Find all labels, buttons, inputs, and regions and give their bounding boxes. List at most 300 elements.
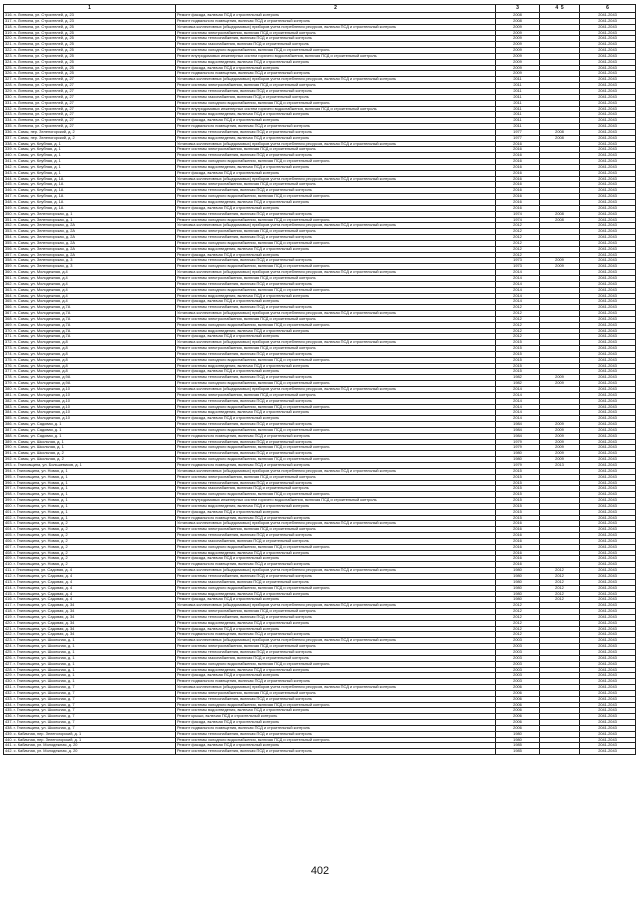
page-number: 402: [310, 865, 330, 877]
year-built-cell: 2012: [496, 322, 540, 328]
work-type-cell: Ремонт системы газоснабжения, включая ПСД и строительный контроль: [176, 486, 496, 492]
work-type-cell: Ремонт подвального помещения, включая ПСД и строительный контроль: [176, 433, 496, 439]
address-cell: 406. г. Гниловщина, ул. Новая, д. 2: [4, 538, 176, 544]
header-cell-6: 6: [580, 5, 636, 13]
period-cell: 2041-2043: [580, 205, 636, 211]
period-cell: 2041-2043: [580, 550, 636, 556]
address-cell: 380. п. Самы, ул. Молодежная, д.10: [4, 387, 176, 393]
period-cell: 2041-2043: [580, 346, 636, 352]
address-cell: 420. г. Гниловщина, ул. Садовая, д. 34: [4, 620, 176, 626]
year-built-cell: 2012: [496, 626, 540, 632]
address-cell: 335. п. Литвина, ул. Строителей, д. 27: [4, 124, 176, 130]
year-built-cell: 2011: [496, 124, 540, 130]
period-cell: 2041-2043: [580, 498, 636, 504]
period-cell: 2041-2043: [580, 387, 636, 393]
work-type-cell: Ремонт системы водоотведения, включая ПСД и строительный контроль: [176, 363, 496, 369]
period-cell: 2041-2043: [580, 13, 636, 19]
year-built-cell: 1980: [496, 579, 540, 585]
work-type-cell: Ремонт системы электроснабжения, включая ПСД и строительный контроль: [176, 275, 496, 281]
address-cell: 324. п. Литвина, ул. Строителей, д. 25: [4, 59, 176, 65]
work-type-cell: Ремонт системы холодного водоснабжения, включая ПСД и строительный контроль: [176, 48, 496, 54]
period-cell: 2041-2043: [580, 492, 636, 498]
period-cell: 2041-2043: [580, 451, 636, 457]
address-cell: 417. г. Гниловщина, ул. Садовая, д. 34: [4, 603, 176, 609]
year-repair-cell: 2009: [540, 264, 580, 270]
period-cell: 2041-2043: [580, 293, 636, 299]
address-cell: 369. п. Самы, ул. Молодежная, д.7А: [4, 322, 176, 328]
table-body: [4, 5, 636, 755]
period-cell: 2041-2043: [580, 217, 636, 223]
address-cell: 349. п. Самы, ул. Клубная, д. 1А: [4, 205, 176, 211]
work-type-cell: Ремонт системы теплоснабжения, включая ПСД и строительный контроль: [176, 258, 496, 264]
address-cell: 341. п. Самы, ул. Клубная, д. 1: [4, 159, 176, 165]
year-built-cell: 2016: [496, 147, 540, 153]
work-type-cell: Ремонт системы холодного водоснабжения, включая ПСД и строительный контроль: [176, 404, 496, 410]
period-cell: 2041-2043: [580, 480, 636, 486]
address-cell: 322. п. Литвина, ул. Строителей, д. 25: [4, 48, 176, 54]
period-cell: 2041-2043: [580, 603, 636, 609]
address-cell: 400. г. Гниловщина, ул. Новая, д. 1: [4, 503, 176, 509]
address-cell: 382. п. Самы, ул. Молодежная, д.10: [4, 398, 176, 404]
address-cell: 414. г. Гниловщина, ул. Садовая, д. 4: [4, 585, 176, 591]
address-cell: 437. г. Гниловщина, ул. Школьная, д. 7: [4, 720, 176, 726]
year-built-cell: 2014: [496, 410, 540, 416]
address-cell: 355. п. Самы, ул. Зеленогорская, д. 2А: [4, 240, 176, 246]
work-type-cell: Ремонт системы теплоснабжения, включая ПСД и строительный контроль: [176, 211, 496, 217]
year-built-cell: 2003: [496, 673, 540, 679]
year-built-cell: 2014: [496, 281, 540, 287]
period-cell: 2041-2043: [580, 433, 636, 439]
period-cell: 2041-2043: [580, 59, 636, 65]
work-type-cell: Ремонт системы водоотведения, включая ПСД и строительный контроль: [176, 550, 496, 556]
year-built-cell: 1980: [496, 574, 540, 580]
work-type-cell: Ремонт системы холодного водоснабжения, включая ПСД и строительный контроль: [176, 427, 496, 433]
address-cell: 319. п. Литвина, ул. Строителей, д. 25: [4, 30, 176, 36]
year-built-cell: 2015: [496, 357, 540, 363]
year-repair-cell: 2012: [540, 574, 580, 580]
year-built-cell: 2011: [496, 100, 540, 106]
period-cell: 2041-2043: [580, 661, 636, 667]
period-cell: 2041-2043: [580, 118, 636, 124]
year-built-cell: 2016: [496, 550, 540, 556]
work-type-cell: Ремонт внутридомовых инженерных систем горячего водоснабжения, включая ПСД и строительный контроль: [176, 53, 496, 59]
work-type-cell: Установка коллективных (общедомовых) приборов учета потребления ресурсов, включая ПСД и строительный контроль: [176, 603, 496, 609]
year-repair-cell: 2009: [540, 433, 580, 439]
work-type-cell: Ремонт системы водоотведения, включая ПСД и строительный контроль: [176, 328, 496, 334]
year-built-cell: 2012: [496, 246, 540, 252]
work-type-cell: Ремонт системы холодного водоснабжения, включая ПСД и строительный контроль: [176, 445, 496, 451]
work-type-cell: Ремонт фасада, включая ПСД и строительный контроль: [176, 118, 496, 124]
year-built-cell: 2015: [496, 515, 540, 521]
work-type-cell: Ремонт системы газоснабжения, включая ПСД и строительный контроль: [176, 655, 496, 661]
work-type-cell: Ремонт подвального помещения, включая ПСД и строительный контроль: [176, 632, 496, 638]
address-cell: 398. г. Гниловщина, ул. Новая, д. 1: [4, 492, 176, 498]
address-cell: 408. г. Гниловщина, ул. Новая, д. 2: [4, 550, 176, 556]
address-cell: 316. п. Литвина, ул. Строителей, д. 23: [4, 13, 176, 19]
period-cell: 2041-2043: [580, 334, 636, 340]
year-built-cell: 2012: [496, 614, 540, 620]
work-type-cell: Ремонт подвального помещения, включая ПСД и строительный контроль: [176, 562, 496, 568]
address-cell: 364. п. Самы, ул. Молодежная, д.4: [4, 293, 176, 299]
work-type-cell: Ремонт подвального помещения, включая ПСД и строительный контроль: [176, 124, 496, 130]
year-built-cell: 2015: [496, 486, 540, 492]
period-cell: 2041-2043: [580, 270, 636, 276]
year-repair-cell: 2012: [540, 597, 580, 603]
period-cell: 2041-2043: [580, 170, 636, 176]
work-type-cell: Ремонт фасада, включая ПСД и строительный контроль: [176, 170, 496, 176]
address-cell: 430. г. Гниловщина, ул. Школьная, д. 1: [4, 679, 176, 685]
address-cell: 337. п. Самы, пер. Зеленогорский, д. 2: [4, 135, 176, 141]
address-cell: 421. г. Гниловщина, ул. Садовая, д. 34: [4, 626, 176, 632]
period-cell: 2041-2043: [580, 30, 636, 36]
period-cell: 2041-2043: [580, 182, 636, 188]
year-built-cell: 2012: [496, 328, 540, 334]
address-cell: 405. г. Гниловщина, ул. Новая, д. 2: [4, 533, 176, 539]
period-cell: 2041-2043: [580, 533, 636, 539]
work-type-cell: Ремонт системы теплоснабжения, включая ПСД и строительный контроль: [176, 153, 496, 159]
period-cell: 2041-2043: [580, 410, 636, 416]
address-cell: 352. п. Самы, ул. Зеленогорская, д. 2А: [4, 223, 176, 229]
work-type-cell: Ремонт фасада, включая ПСД и строительный контроль: [176, 509, 496, 515]
work-type-cell: Ремонт системы электроснабжения, включая ПСД и строительный контроль: [176, 229, 496, 235]
work-type-cell: Ремонт системы электроснабжения, включая ПСД и строительный контроль: [176, 474, 496, 480]
year-built-cell: 1974: [496, 217, 540, 223]
address-cell: 343. п. Самы, ул. Клубная, д. 1: [4, 170, 176, 176]
period-cell: 2041-2043: [580, 24, 636, 30]
period-cell: 2041-2043: [580, 129, 636, 135]
year-built-cell: 2014: [496, 416, 540, 422]
period-cell: 2041-2043: [580, 743, 636, 749]
period-cell: 2041-2043: [580, 328, 636, 334]
year-built-cell: 2014: [496, 270, 540, 276]
address-cell: 422. г. Гниловщина, ул. Садовая, д. 34: [4, 632, 176, 638]
year-built-cell: 2003: [496, 679, 540, 685]
work-type-cell: Ремонт фасада, включая ПСД и строительный контроль: [176, 416, 496, 422]
period-cell: 2041-2043: [580, 71, 636, 77]
period-cell: 2041-2043: [580, 159, 636, 165]
address-cell: 372. п. Самы, ул. Молодежная, д.8: [4, 340, 176, 346]
work-type-cell: Ремонт внутридомовых инженерных систем горячего водоснабжения, включая ПСД и строительный контроль: [176, 498, 496, 504]
year-built-cell: 2015: [496, 351, 540, 357]
year-built-cell: 2006: [496, 702, 540, 708]
work-type-cell: Ремонт системы холодного водоснабжения, включая ПСД и строительный контроль: [176, 544, 496, 550]
work-type-cell: Ремонт системы холодного водоснабжения, включая ПСД и строительный контроль: [176, 100, 496, 106]
period-cell: 2041-2043: [580, 609, 636, 615]
year-repair-cell: 2009: [540, 445, 580, 451]
work-type-cell: Ремонт системы холодного водоснабжения, включая ПСД и строительный контроль: [176, 702, 496, 708]
year-built-cell: 2009: [496, 59, 540, 65]
address-cell: 370. п. Самы, ул. Молодежная, д.7А: [4, 328, 176, 334]
header-cell-3-label: 3: [516, 5, 519, 11]
address-cell: 433. г. Гниловщина, ул. Школьная, д. 7: [4, 696, 176, 702]
year-built-cell: 2011: [496, 106, 540, 112]
period-cell: 2041-2043: [580, 211, 636, 217]
year-built-cell: 2012: [496, 311, 540, 317]
address-cell: 331. п. Литвина, ул. Строителей, д. 27: [4, 100, 176, 106]
year-built-cell: 2014: [496, 287, 540, 293]
address-cell: 393. с. Гниловщина, ул. Большевиков, д. 1: [4, 462, 176, 468]
address-cell: 415. г. Гниловщина, ул. Садовая, д. 4: [4, 591, 176, 597]
period-cell: 2041-2043: [580, 264, 636, 270]
year-built-cell: 2003: [496, 655, 540, 661]
period-cell: 2041-2043: [580, 597, 636, 603]
period-cell: 2041-2043: [580, 562, 636, 568]
period-cell: 2041-2043: [580, 363, 636, 369]
address-cell: 431. г. Гниловщина, ул. Школьная, д. 7: [4, 685, 176, 691]
period-cell: 2041-2043: [580, 614, 636, 620]
address-cell: 348. п. Самы, ул. Клубная, д. 1А: [4, 200, 176, 206]
address-cell: 410. г. Гниловщина, ул. Новая, д. 2: [4, 562, 176, 568]
work-type-cell: Ремонт фасада, включая ПСД и строительный контроль: [176, 252, 496, 258]
year-built-cell: 2011: [496, 83, 540, 89]
address-cell: 359. п. Самы, ул. Зеленогорская, д. 3: [4, 264, 176, 270]
year-built-cell: 2012: [496, 305, 540, 311]
year-built-cell: 2015: [496, 468, 540, 474]
address-cell: 396. г. Гниловщина, ул. Новая, д. 1: [4, 480, 176, 486]
work-type-cell: Ремонт фасада, включая ПСД и строительный контроль: [176, 597, 496, 603]
year-built-cell: 2006: [496, 696, 540, 702]
work-type-cell: Ремонт фасада, включая ПСД и строительный контроль: [176, 65, 496, 71]
work-type-cell: Ремонт системы теплоснабжения, включая ПСД и строительный контроль: [176, 235, 496, 241]
header-cell-3: [496, 5, 540, 13]
work-type-cell: Ремонт системы водоотведения, включая ПСД и строительный контроль: [176, 503, 496, 509]
work-type-cell: Ремонт системы электроснабжения, включая ПСД и строительный контроль: [176, 644, 496, 650]
work-type-cell: Установка коллективных (общедомовых) приборов учета потребления ресурсов, включая ПСД и строительный контроль: [176, 311, 496, 317]
work-type-cell: Ремонт системы теплоснабжения, включая ПСД и строительный контроль: [176, 305, 496, 311]
year-repair-cell: 2009: [540, 258, 580, 264]
work-type-cell: Ремонт системы теплоснабжения, включая ПСД и строительный контроль: [176, 188, 496, 194]
period-cell: 2041-2043: [580, 462, 636, 468]
period-cell: 2041-2043: [580, 135, 636, 141]
year-built-cell: 2016: [496, 538, 540, 544]
work-type-cell: Ремонт системы теплоснабжения, включая ПСД и строительный контроль: [176, 749, 496, 755]
work-type-cell: Ремонт системы холодного водоснабжения, включая ПСД и строительный контроль: [176, 357, 496, 363]
period-cell: 2041-2043: [580, 404, 636, 410]
work-type-cell: Ремонт фасада, включая ПСД и строительный контроль: [176, 13, 496, 19]
year-built-cell: 1973: [496, 258, 540, 264]
address-cell: 404. г. Гниловщина, ул. Новая, д. 2: [4, 527, 176, 533]
year-built-cell: 2015: [496, 363, 540, 369]
year-built-cell: 2009: [496, 30, 540, 36]
work-type-cell: Ремонт системы водоотведения, включая ПСД и строительный контроль: [176, 135, 496, 141]
period-cell: 2041-2043: [580, 725, 636, 731]
period-cell: 2041-2043: [580, 544, 636, 550]
work-type-cell: Установка коллективных (общедомовых) приборов учета потребления ресурсов, включая ПСД и строительный контроль: [176, 141, 496, 147]
address-cell: 321. п. Литвина, ул. Строителей, д. 25: [4, 42, 176, 48]
work-type-cell: Ремонт системы холодного водоснабжения, включая ПСД и строительный контроль: [176, 457, 496, 463]
period-cell: 2041-2043: [580, 468, 636, 474]
work-type-cell: Ремонт подвального помещения, включая ПСД и строительный контроль: [176, 462, 496, 468]
period-cell: 2041-2043: [580, 351, 636, 357]
period-cell: 2041-2043: [580, 322, 636, 328]
period-cell: 2041-2043: [580, 696, 636, 702]
capital-repair-table: [3, 4, 636, 755]
address-cell: 330. п. Литвина, ул. Строителей, д. 27: [4, 94, 176, 100]
period-cell: 2041-2043: [580, 509, 636, 515]
address-cell: 384. п. Самы, ул. Молодежная, д.10: [4, 410, 176, 416]
work-type-cell: Ремонт фасада, включая ПСД и строительный контроль: [176, 369, 496, 375]
year-repair-cell: 2008: [540, 211, 580, 217]
header-row: [4, 5, 636, 13]
address-cell: 391. п. Самы, ул. Школьная, д. 2: [4, 451, 176, 457]
period-cell: 2041-2043: [580, 416, 636, 422]
address-cell: 350. п. Самы, ул. Зеленогорская, д. 1: [4, 211, 176, 217]
period-cell: 2041-2043: [580, 88, 636, 94]
period-cell: 2041-2043: [580, 235, 636, 241]
year-built-cell: 1985: [496, 743, 540, 749]
year-built-cell: 2003: [496, 661, 540, 667]
work-type-cell: Ремонт системы холодного водоснабжения, включая ПСД и строительный контроль: [176, 492, 496, 498]
year-built-cell: 2015: [496, 474, 540, 480]
year-built-cell: 2016: [496, 176, 540, 182]
address-cell: 428. г. Гниловщина, ул. Школьная, д. 1: [4, 667, 176, 673]
year-built-cell: 1974: [496, 211, 540, 217]
year-built-cell: 2012: [496, 252, 540, 258]
year-built-cell: 2016: [496, 521, 540, 527]
work-type-cell: Ремонт системы газоснабжения, включая ПСД и строительный контроль: [176, 579, 496, 585]
address-cell: 438. г. Гниловщина, ул. Школьная, д. 7: [4, 725, 176, 731]
year-repair-cell: 2009: [540, 381, 580, 387]
work-type-cell: Ремонт фасада, включая ПСД и строительный контроль: [176, 720, 496, 726]
year-built-cell: 2014: [496, 387, 540, 393]
work-type-cell: Ремонт системы электроснабжения, включая ПСД и строительный контроль: [176, 30, 496, 36]
work-type-cell: Ремонт системы водоотведения, включая ПСД и строительный контроль: [176, 708, 496, 714]
period-cell: 2041-2043: [580, 644, 636, 650]
year-built-cell: 2009: [496, 53, 540, 59]
year-built-cell: 2012: [496, 240, 540, 246]
year-repair-cell: 2008: [540, 129, 580, 135]
year-built-cell: 2016: [496, 205, 540, 211]
work-type-cell: Ремонт системы водоотведения, включая ПСД и строительный контроль: [176, 410, 496, 416]
work-type-cell: Ремонт системы теплоснабжения, включая ПСД и строительный контроль: [176, 731, 496, 737]
period-cell: 2041-2043: [580, 568, 636, 574]
address-cell: 385. п. Самы, ул. Молодежная, д.10: [4, 416, 176, 422]
address-cell: 388. п. Самы, ул. Садовая, д. 1: [4, 433, 176, 439]
address-cell: 326. п. Литвина, ул. Строителей, д. 25: [4, 71, 176, 77]
year-built-cell: 1980: [496, 585, 540, 591]
work-type-cell: Ремонт системы теплоснабжения, включая ПСД и строительный контроль: [176, 649, 496, 655]
year-built-cell: 1980: [496, 591, 540, 597]
work-type-cell: Ремонт подвального помещения, включая ПСД и строительный контроль: [176, 679, 496, 685]
year-built-cell: 2006: [496, 720, 540, 726]
year-built-cell: 1973: [496, 264, 540, 270]
period-cell: 2041-2043: [580, 486, 636, 492]
year-built-cell: 2003: [496, 667, 540, 673]
period-cell: 2041-2043: [580, 48, 636, 54]
year-built-cell: 1977: [496, 129, 540, 135]
year-built-cell: 2015: [496, 498, 540, 504]
work-type-cell: Установка коллективных (общедомовых) приборов учета потребления ресурсов, включая ПСД и строительный контроль: [176, 521, 496, 527]
year-built-cell: 2012: [496, 603, 540, 609]
address-cell: 392. п. Самы, ул. Школьная, д. 2: [4, 457, 176, 463]
work-type-cell: Ремонт системы холодного водоснабжения, включая ПСД и строительный контроль: [176, 661, 496, 667]
address-cell: 368. п. Самы, ул. Молодежная, д.7А: [4, 316, 176, 322]
period-cell: 2041-2043: [580, 427, 636, 433]
address-cell: 353. п. Самы, ул. Зеленогорская, д. 2А: [4, 229, 176, 235]
work-type-cell: Установка коллективных (общедомовых) приборов учета потребления ресурсов, включая ПСД и строительный контроль: [176, 223, 496, 229]
year-built-cell: 2016: [496, 200, 540, 206]
work-type-cell: Ремонт подвального помещения, включая ПСД и строительный контроль: [176, 71, 496, 77]
year-repair-cell: [540, 749, 580, 755]
period-cell: 2041-2043: [580, 398, 636, 404]
address-cell: 329. п. Литвина, ул. Строителей, д. 27: [4, 88, 176, 94]
year-built-cell: 2012: [496, 229, 540, 235]
period-cell: 2041-2043: [580, 649, 636, 655]
period-cell: 2041-2043: [580, 18, 636, 24]
year-built-cell: 2014: [496, 299, 540, 305]
year-built-cell: 1982: [496, 381, 540, 387]
year-repair-cell: 2008: [540, 135, 580, 141]
year-built-cell: 2012: [496, 620, 540, 626]
year-built-cell: 2011: [496, 118, 540, 124]
address-cell: 363. п. Самы, ул. Молодежная, д.4: [4, 287, 176, 293]
address-cell: 436. г. Гниловщина, ул. Школьная, д. 7: [4, 714, 176, 720]
address-cell: 413. г. Гниловщина, ул. Садовая, д. 4: [4, 579, 176, 585]
year-built-cell: 1980: [496, 568, 540, 574]
address-cell: 318. п. Литвина, ул. Строителей, д. 25: [4, 24, 176, 30]
period-cell: 2041-2043: [580, 311, 636, 317]
work-type-cell: Ремонт подвального помещения, включая ПСД и строительный контроль: [176, 725, 496, 731]
work-type-cell: Ремонт системы теплоснабжения, включая ПСД и строительный контроль: [176, 375, 496, 381]
work-type-cell: Установка коллективных (общедомовых) приборов учета потребления ресурсов, включая ПСД и строительный контроль: [176, 270, 496, 276]
address-cell: 416. г. Гниловщина, ул. Садовая, д. 4: [4, 597, 176, 603]
work-type-cell: Ремонт системы холодного водоснабжения, включая ПСД и строительный контроль: [176, 585, 496, 591]
address-cell: 345. п. Самы, ул. Клубная, д. 1А: [4, 182, 176, 188]
period-cell: 2041-2043: [580, 655, 636, 661]
year-built-cell: 1979: [496, 445, 540, 451]
period-cell: 2041-2043: [580, 474, 636, 480]
period-cell: 2041-2043: [580, 579, 636, 585]
work-type-cell: Установка коллективных (общедомовых) приборов учета потребления ресурсов, включая ПСД и строительный контроль: [176, 176, 496, 182]
period-cell: 2041-2043: [580, 36, 636, 42]
year-built-cell: 2012: [496, 316, 540, 322]
address-cell: 383. п. Самы, ул. Молодежная, д.10: [4, 404, 176, 410]
year-built-cell: 2016: [496, 170, 540, 176]
year-built-cell: 2016: [496, 533, 540, 539]
address-cell: 347. п. Самы, ул. Клубная, д. 1А: [4, 194, 176, 200]
period-cell: 2041-2043: [580, 164, 636, 170]
work-type-cell: Установка коллективных (общедомовых) приборов учета потребления ресурсов, включая ПСД и строительный контроль: [176, 387, 496, 393]
period-cell: 2041-2043: [580, 94, 636, 100]
period-cell: 2041-2043: [580, 673, 636, 679]
address-cell: 442. с. Кабачная, ул. Молодежная, д. 20: [4, 749, 176, 755]
work-type-cell: Ремонт системы теплоснабжения, включая ПСД и строительный контроль: [176, 533, 496, 539]
year-built-cell: 1979: [496, 439, 540, 445]
year-built-cell: 2016: [496, 194, 540, 200]
header-cell-1: 1: [4, 5, 176, 13]
year-built-cell: 1980: [496, 457, 540, 463]
year-built-cell: 2016: [496, 164, 540, 170]
period-cell: 2041-2043: [580, 445, 636, 451]
address-cell: 394. г. Гниловщина, ул. Новая, д. 1: [4, 468, 176, 474]
period-cell: 2041-2043: [580, 527, 636, 533]
address-cell: 346. п. Самы, ул. Клубная, д. 1А: [4, 188, 176, 194]
period-cell: 2041-2043: [580, 357, 636, 363]
address-cell: 423. г. Гниловщина, ул. Школьная, д. 1: [4, 638, 176, 644]
year-built-cell: 2009: [496, 48, 540, 54]
work-type-cell: Ремонт системы электроснабжения, включая ПСД и строительный контроль: [176, 392, 496, 398]
work-type-cell: Ремонт крыши, включая ПСД и строительный контроль: [176, 714, 496, 720]
address-cell: 418. г. Гниловщина, ул. Садовая, д. 34: [4, 609, 176, 615]
work-type-cell: Ремонт системы электроснабжения, включая ПСД и строительный контроль: [176, 182, 496, 188]
year-repair-cell: 2009: [540, 451, 580, 457]
year-repair-cell: 2009: [540, 422, 580, 428]
year-built-cell: 2015: [496, 492, 540, 498]
address-cell: 317. п. Литвина, ул. Строителей, д. 23: [4, 18, 176, 24]
work-type-cell: Ремонт системы водоотведения, включая ПСД и строительный контроль: [176, 591, 496, 597]
year-built-cell: 1980: [496, 737, 540, 743]
address-cell: 334. п. Литвина, ул. Строителей, д. 27: [4, 118, 176, 124]
